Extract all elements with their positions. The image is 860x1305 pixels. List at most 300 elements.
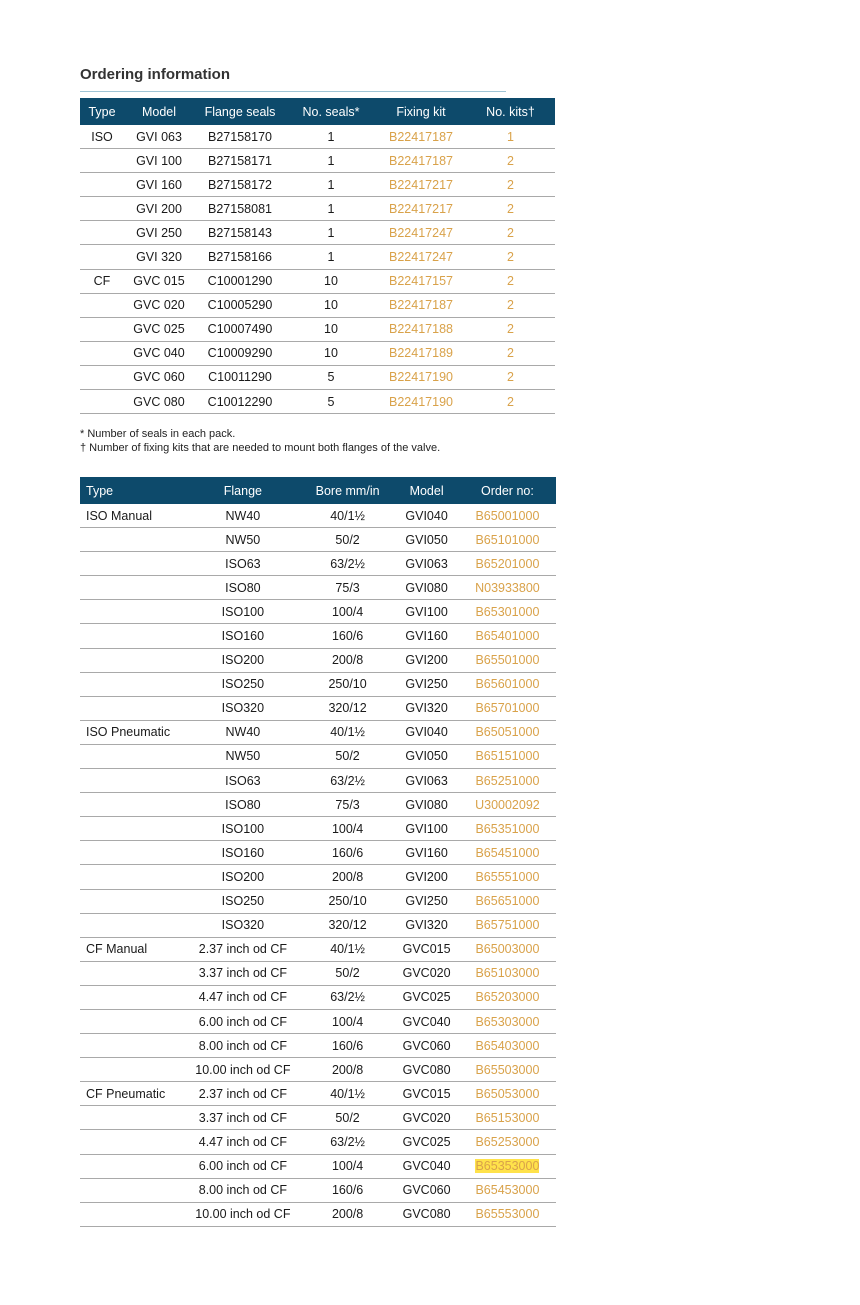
table-cell: B27158172: [194, 173, 286, 197]
table-cell: NW40: [185, 504, 301, 528]
table-cell: GVI100: [394, 817, 459, 841]
table-cell: [80, 648, 185, 672]
order-number-cell: [459, 696, 556, 720]
table-cell: 2: [466, 221, 555, 245]
table-cell: 63/2½: [301, 552, 394, 576]
table-row: [80, 1082, 556, 1106]
table-row: [80, 1130, 556, 1154]
column-header: Flange seals: [194, 98, 286, 125]
table-cell: 200/8: [301, 1202, 394, 1226]
table-cell: [80, 1034, 185, 1058]
table-cell: CF Pneumatic: [80, 1082, 185, 1106]
order-number-link[interactable]: B65001000: [475, 508, 540, 523]
table-cell: ISO80: [185, 576, 301, 600]
table-cell: [80, 173, 124, 197]
table-row: [80, 576, 556, 600]
order-number-cell: [459, 985, 556, 1009]
table-cell: 160/6: [301, 624, 394, 648]
table-cell: [80, 293, 124, 317]
table-cell: 10: [286, 269, 376, 293]
table-cell: [80, 696, 185, 720]
order-number-cell: [459, 793, 556, 817]
table-cell: [80, 985, 185, 1009]
table-header-row: [80, 477, 556, 504]
table-cell: GVC 080: [124, 390, 194, 414]
table-cell: 2: [466, 341, 555, 365]
table-cell: [80, 1202, 185, 1226]
table-cell: GVC060: [394, 1034, 459, 1058]
table-cell: 40/1½: [301, 1082, 394, 1106]
table-cell: 5: [286, 390, 376, 414]
fixing-kit-link[interactable]: B22417247: [376, 221, 466, 245]
table-cell: GVC020: [394, 1106, 459, 1130]
order-number-cell: [459, 1058, 556, 1082]
table-row: [80, 769, 556, 793]
order-number-link[interactable]: B65353000: [475, 1159, 540, 1174]
table-cell: ISO63: [185, 769, 301, 793]
footnote-seals: * Number of seals in each pack.: [80, 428, 236, 440]
order-number-link[interactable]: B65401000: [475, 629, 540, 644]
table-cell: 6.00 inch od CF: [185, 1009, 301, 1033]
table-cell: 75/3: [301, 793, 394, 817]
column-header: Model: [394, 477, 459, 504]
table-cell: GVI100: [394, 600, 459, 624]
order-number-cell: [459, 624, 556, 648]
table-cell: [80, 817, 185, 841]
table-row: [80, 1058, 556, 1082]
fixing-kit-link[interactable]: B22417217: [376, 173, 466, 197]
table-row: [80, 1154, 556, 1178]
table-cell: 3.37 inch od CF: [185, 961, 301, 985]
table-cell: GVI063: [394, 769, 459, 793]
order-number-cell: [459, 841, 556, 865]
fixing-kit-link[interactable]: B22417247: [376, 245, 466, 269]
table-cell: NW40: [185, 720, 301, 744]
table-cell: 160/6: [301, 841, 394, 865]
table-cell: B27158171: [194, 149, 286, 173]
table-row: [80, 528, 556, 552]
table-cell: ISO Pneumatic: [80, 720, 185, 744]
table-cell: [80, 390, 124, 414]
table-row: [80, 197, 555, 221]
order-number-link[interactable]: B65701000: [475, 701, 540, 716]
table-cell: GVC080: [394, 1202, 459, 1226]
table-cell: GVI040: [394, 504, 459, 528]
table-cell: 2: [466, 269, 555, 293]
table-cell: 40/1½: [301, 504, 394, 528]
table-cell: 100/4: [301, 1009, 394, 1033]
table-cell: 2: [466, 149, 555, 173]
table-cell: 50/2: [301, 1106, 394, 1130]
table-cell: GVC040: [394, 1154, 459, 1178]
order-number-cell: [459, 744, 556, 768]
table-row: [80, 1178, 556, 1202]
table-cell: C10005290: [194, 293, 286, 317]
order-number-link[interactable]: B65003000: [475, 942, 540, 957]
table-cell: [80, 961, 185, 985]
table-cell: C10007490: [194, 317, 286, 341]
order-number-link[interactable]: B65453000: [475, 1183, 540, 1198]
table-cell: [80, 624, 185, 648]
table-cell: GVC025: [394, 1130, 459, 1154]
table-row: [80, 817, 556, 841]
order-number-link[interactable]: N03933800: [475, 580, 540, 595]
table-cell: C10011290: [194, 365, 286, 389]
table-row: [80, 390, 555, 414]
table-cell: [80, 865, 185, 889]
table-cell: [80, 600, 185, 624]
order-number-cell: [459, 648, 556, 672]
table-cell: 320/12: [301, 696, 394, 720]
table-cell: CF Manual: [80, 937, 185, 961]
table-cell: ISO80: [185, 793, 301, 817]
table-cell: [80, 1130, 185, 1154]
column-header: No. kits†: [466, 98, 555, 125]
order-number-link[interactable]: B65553000: [475, 1207, 540, 1222]
table-cell: 3.37 inch od CF: [185, 1106, 301, 1130]
fixing-kit-link[interactable]: B22417157: [376, 269, 466, 293]
table-cell: 2.37 inch od CF: [185, 937, 301, 961]
order-number-cell: [459, 720, 556, 744]
table-cell: 1: [286, 173, 376, 197]
table-cell: [80, 1106, 185, 1130]
order-number-link[interactable]: B65103000: [475, 966, 540, 981]
table-cell: [80, 221, 124, 245]
table-cell: GVC060: [394, 1178, 459, 1202]
column-header: Flange: [185, 477, 301, 504]
table-cell: GVI200: [394, 865, 459, 889]
table-cell: [80, 841, 185, 865]
table-cell: 4.47 inch od CF: [185, 985, 301, 1009]
table-row: [80, 841, 556, 865]
order-number-cell: [459, 600, 556, 624]
table-cell: GVC015: [394, 937, 459, 961]
table-cell: [80, 889, 185, 913]
order-number-link[interactable]: B65251000: [475, 773, 540, 788]
table-cell: ISO320: [185, 696, 301, 720]
table-row: [80, 1009, 556, 1033]
order-number-cell: [459, 913, 556, 937]
order-number-link[interactable]: B65151000: [475, 749, 540, 764]
table-cell: GVC080: [394, 1058, 459, 1082]
table-row: [80, 245, 555, 269]
order-number-cell: [459, 504, 556, 528]
table-cell: GVI250: [394, 672, 459, 696]
table-cell: [80, 576, 185, 600]
table-row: [80, 672, 556, 696]
table-cell: C10009290: [194, 341, 286, 365]
table-cell: ISO320: [185, 913, 301, 937]
order-number-link[interactable]: B65301000: [475, 604, 540, 619]
table-cell: 200/8: [301, 865, 394, 889]
order-number-cell: [459, 672, 556, 696]
table-cell: 1: [286, 197, 376, 221]
table-cell: GVC020: [394, 961, 459, 985]
table-row: [80, 696, 556, 720]
table-cell: GVI063: [394, 552, 459, 576]
table-cell: 10: [286, 317, 376, 341]
table-cell: GVI080: [394, 793, 459, 817]
footnote-kits: † Number of fixing kits that are needed to mount both flanges of the valve.: [80, 442, 441, 454]
table-cell: ISO: [80, 125, 124, 149]
valve-order-table: [80, 477, 556, 1227]
table-cell: C10001290: [194, 269, 286, 293]
footnotes: [80, 427, 440, 455]
table-cell: 10.00 inch od CF: [185, 1058, 301, 1082]
table-cell: GVC040: [394, 1009, 459, 1033]
order-number-link[interactable]: B65551000: [475, 869, 540, 884]
order-number-cell: [459, 817, 556, 841]
table-cell: ISO Manual: [80, 504, 185, 528]
table-cell: [80, 1154, 185, 1178]
table-cell: 50/2: [301, 961, 394, 985]
table-row: [80, 889, 556, 913]
order-number-cell: [459, 576, 556, 600]
table-cell: GVC 015: [124, 269, 194, 293]
table-row: [80, 720, 556, 744]
table-cell: 63/2½: [301, 769, 394, 793]
table-cell: [80, 149, 124, 173]
table-cell: B27158170: [194, 125, 286, 149]
order-number-link[interactable]: B65203000: [475, 990, 540, 1005]
table-cell: B27158081: [194, 197, 286, 221]
order-number-cell: [459, 865, 556, 889]
order-number-link[interactable]: B65351000: [475, 821, 540, 836]
order-number-link[interactable]: B65201000: [475, 556, 540, 571]
table-cell: NW50: [185, 744, 301, 768]
table-row: [80, 865, 556, 889]
table-cell: 10: [286, 341, 376, 365]
order-number-cell: [459, 1130, 556, 1154]
table-cell: 2: [466, 245, 555, 269]
table-cell: 2: [466, 317, 555, 341]
table-cell: 5: [286, 365, 376, 389]
title-divider: [80, 91, 506, 92]
table-row: [80, 961, 556, 985]
table-cell: GVI080: [394, 576, 459, 600]
table-cell: NW50: [185, 528, 301, 552]
table-cell: 10: [286, 293, 376, 317]
table-header-row: [80, 98, 555, 125]
table-cell: [80, 744, 185, 768]
table-cell: GVI050: [394, 744, 459, 768]
table-cell: 160/6: [301, 1178, 394, 1202]
table-cell: [80, 793, 185, 817]
table-cell: CF: [80, 269, 124, 293]
order-number-link[interactable]: B65501000: [475, 653, 540, 668]
order-number-cell: [459, 769, 556, 793]
table-cell: [80, 552, 185, 576]
table-cell: GVI160: [394, 841, 459, 865]
table-row: [80, 744, 556, 768]
table-cell: 1: [466, 125, 555, 149]
table-cell: [80, 317, 124, 341]
table-cell: ISO100: [185, 817, 301, 841]
table-row: [80, 937, 556, 961]
fixing-kit-link[interactable]: B22417187: [376, 293, 466, 317]
table-cell: GVC015: [394, 1082, 459, 1106]
table-cell: GVI 160: [124, 173, 194, 197]
table-cell: 4.47 inch od CF: [185, 1130, 301, 1154]
table-cell: [80, 1009, 185, 1033]
table-cell: GVI040: [394, 720, 459, 744]
order-number-cell: [459, 1178, 556, 1202]
order-number-link[interactable]: B65303000: [475, 1014, 540, 1029]
table-row: [80, 173, 555, 197]
fixing-kit-link[interactable]: B22417190: [376, 390, 466, 414]
column-header: Order no:: [459, 477, 556, 504]
table-cell: 50/2: [301, 744, 394, 768]
fixing-kit-link[interactable]: B22417188: [376, 317, 466, 341]
table-row: [80, 149, 555, 173]
fixing-kit-link[interactable]: B22417217: [376, 197, 466, 221]
table-cell: 2: [466, 293, 555, 317]
table-cell: [80, 365, 124, 389]
table-row: [80, 317, 555, 341]
table-cell: 50/2: [301, 528, 394, 552]
table-cell: 2.37 inch od CF: [185, 1082, 301, 1106]
table-cell: [80, 341, 124, 365]
table-cell: GVI160: [394, 624, 459, 648]
column-header: Type: [80, 98, 124, 125]
table-cell: B27158166: [194, 245, 286, 269]
table-cell: 10.00 inch od CF: [185, 1202, 301, 1226]
table-cell: [80, 672, 185, 696]
table-cell: GVC 020: [124, 293, 194, 317]
table-cell: [80, 1058, 185, 1082]
table-row: [80, 793, 556, 817]
table-row: [80, 365, 555, 389]
table-cell: ISO160: [185, 624, 301, 648]
fixing-kit-link[interactable]: B22417187: [376, 149, 466, 173]
table-cell: [80, 769, 185, 793]
table-row: [80, 293, 555, 317]
table-cell: [80, 245, 124, 269]
table-cell: 100/4: [301, 817, 394, 841]
order-number-cell: [459, 1154, 556, 1178]
table-cell: GVI 200: [124, 197, 194, 221]
table-cell: 100/4: [301, 1154, 394, 1178]
column-header: Bore mm/in: [301, 477, 394, 504]
table-cell: 2: [466, 390, 555, 414]
table-cell: ISO200: [185, 865, 301, 889]
table-cell: ISO160: [185, 841, 301, 865]
order-number-cell: [459, 528, 556, 552]
table-cell: GVI 250: [124, 221, 194, 245]
order-number-link[interactable]: B65051000: [475, 725, 540, 740]
table-cell: 2: [466, 173, 555, 197]
column-header: Model: [124, 98, 194, 125]
table-cell: GVI200: [394, 648, 459, 672]
order-number-cell: [459, 1082, 556, 1106]
section-title: Ordering information: [80, 66, 230, 83]
order-number-link[interactable]: B65101000: [475, 532, 540, 547]
table-cell: 63/2½: [301, 1130, 394, 1154]
table-cell: 1: [286, 125, 376, 149]
table-cell: GVC 025: [124, 317, 194, 341]
order-number-link[interactable]: B65503000: [475, 1062, 540, 1077]
table-row: [80, 269, 555, 293]
order-number-cell: [459, 889, 556, 913]
column-header: Type: [80, 477, 185, 504]
table-cell: GVI250: [394, 889, 459, 913]
table-cell: B27158143: [194, 221, 286, 245]
order-number-cell: [459, 1202, 556, 1226]
column-header: Fixing kit: [376, 98, 466, 125]
table-cell: [80, 1178, 185, 1202]
table-cell: 200/8: [301, 1058, 394, 1082]
table-cell: 100/4: [301, 600, 394, 624]
table-cell: 8.00 inch od CF: [185, 1034, 301, 1058]
table-cell: 250/10: [301, 672, 394, 696]
table-cell: 2: [466, 365, 555, 389]
table-cell: GVI 320: [124, 245, 194, 269]
order-number-link[interactable]: B65053000: [475, 1086, 540, 1101]
order-number-cell: [459, 1009, 556, 1033]
fixing-kit-link[interactable]: B22417190: [376, 365, 466, 389]
table-cell: C10012290: [194, 390, 286, 414]
fixing-kit-link[interactable]: B22417187: [376, 125, 466, 149]
table-cell: GVI050: [394, 528, 459, 552]
table-cell: GVC 040: [124, 341, 194, 365]
table-cell: 40/1½: [301, 720, 394, 744]
table-cell: 1: [286, 245, 376, 269]
order-number-link[interactable]: B65601000: [475, 677, 540, 692]
table-row: [80, 600, 556, 624]
table-cell: GVC025: [394, 985, 459, 1009]
table-cell: GVI320: [394, 696, 459, 720]
table-cell: GVI 063: [124, 125, 194, 149]
table-cell: GVC 060: [124, 365, 194, 389]
table-cell: 40/1½: [301, 937, 394, 961]
table-cell: ISO250: [185, 672, 301, 696]
table-cell: 200/8: [301, 648, 394, 672]
order-number-cell: [459, 552, 556, 576]
table-cell: GVI 100: [124, 149, 194, 173]
column-header: No. seals*: [286, 98, 376, 125]
table-cell: GVI320: [394, 913, 459, 937]
table-cell: [80, 528, 185, 552]
fixing-kit-link[interactable]: B22417189: [376, 341, 466, 365]
table-cell: ISO100: [185, 600, 301, 624]
table-row: [80, 913, 556, 937]
order-number-cell: [459, 1106, 556, 1130]
order-number-link[interactable]: B65751000: [475, 918, 540, 933]
table-cell: 75/3: [301, 576, 394, 600]
order-number-link[interactable]: B65253000: [475, 1134, 540, 1149]
table-cell: ISO63: [185, 552, 301, 576]
order-number-link[interactable]: B65403000: [475, 1038, 540, 1053]
order-number-link[interactable]: B65153000: [475, 1110, 540, 1125]
order-number-link[interactable]: B65651000: [475, 894, 540, 909]
table-cell: ISO250: [185, 889, 301, 913]
order-number-link[interactable]: B65451000: [475, 845, 540, 860]
table-cell: [80, 197, 124, 221]
table-row: [80, 648, 556, 672]
table-row: [80, 1202, 556, 1226]
table-row: [80, 341, 555, 365]
table-cell: 1: [286, 221, 376, 245]
order-number-link[interactable]: U30002092: [475, 797, 540, 812]
table-row: [80, 552, 556, 576]
table-row: [80, 504, 556, 528]
table-row: [80, 221, 555, 245]
table-cell: 250/10: [301, 889, 394, 913]
table-cell: 1: [286, 149, 376, 173]
table-cell: ISO200: [185, 648, 301, 672]
seals-fixing-kits-table: [80, 98, 555, 414]
table-cell: 160/6: [301, 1034, 394, 1058]
